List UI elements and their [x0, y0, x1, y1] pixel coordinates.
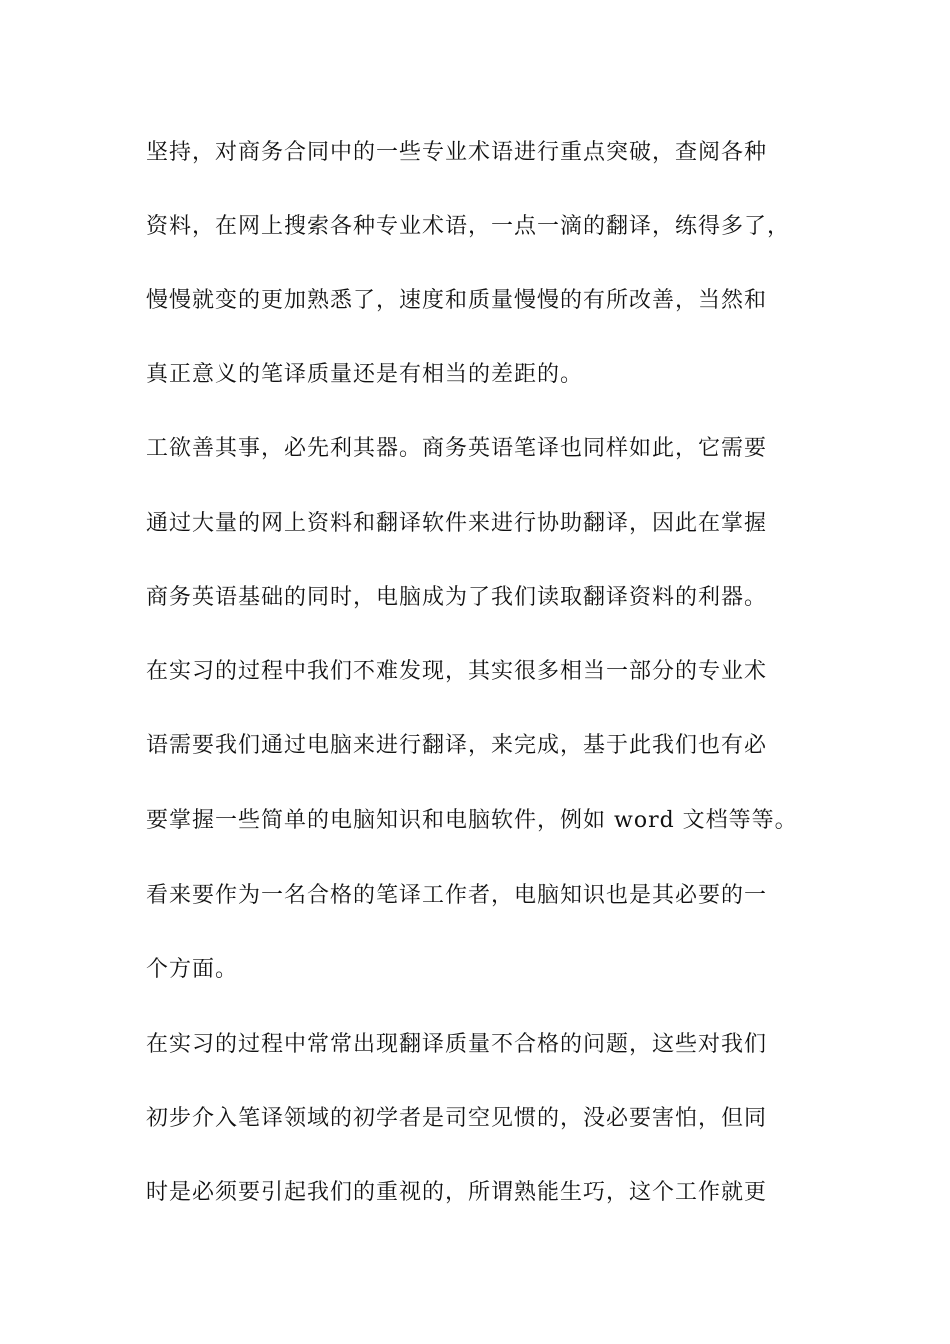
text-line: 个方面。 [146, 957, 239, 982]
text-line: 初步介入笔译领域的初学者是司空见惯的，没必要害怕，但同 [146, 1106, 768, 1131]
text-line: 慢慢就变的更加熟悉了，速度和质量慢慢的有所改善，当然和 [146, 288, 768, 313]
text-line: 坚持，对商务合同中的一些专业术语进行重点突破，查阅各种 [146, 140, 768, 165]
text-line: 要掌握一些简单的电脑知识和电脑软件，例如 word 文档等等。 [146, 808, 798, 833]
text-line: 在实习的过程中常常出现翻译质量不合格的问题，这些对我们 [146, 1032, 768, 1057]
text-line: 工欲善其事，必先利其器。商务英语笔译也同样如此，它需要 [146, 436, 768, 461]
text-line: 真正意义的笔译质量还是有相当的差距的。 [146, 362, 584, 387]
text-line: 时是必须要引起我们的重视的，所谓熟能生巧，这个工作就更 [146, 1180, 768, 1205]
text-line: 在实习的过程中我们不难发现，其实很多相当一部分的专业术 [146, 659, 768, 684]
text-line: 看来要作为一名合格的笔译工作者，电脑知识也是其必要的一 [146, 883, 768, 908]
text-line: 通过大量的网上资料和翻译软件来进行协助翻译，因此在掌握 [146, 511, 768, 536]
text-line: 商务英语基础的同时，电脑成为了我们读取翻译资料的利器。 [146, 585, 768, 610]
text-line: 资料，在网上搜索各种专业术语，一点一滴的翻译，练得多了， [146, 214, 791, 239]
text-line: 语需要我们通过电脑来进行翻译，来完成，基于此我们也有必 [146, 733, 768, 758]
